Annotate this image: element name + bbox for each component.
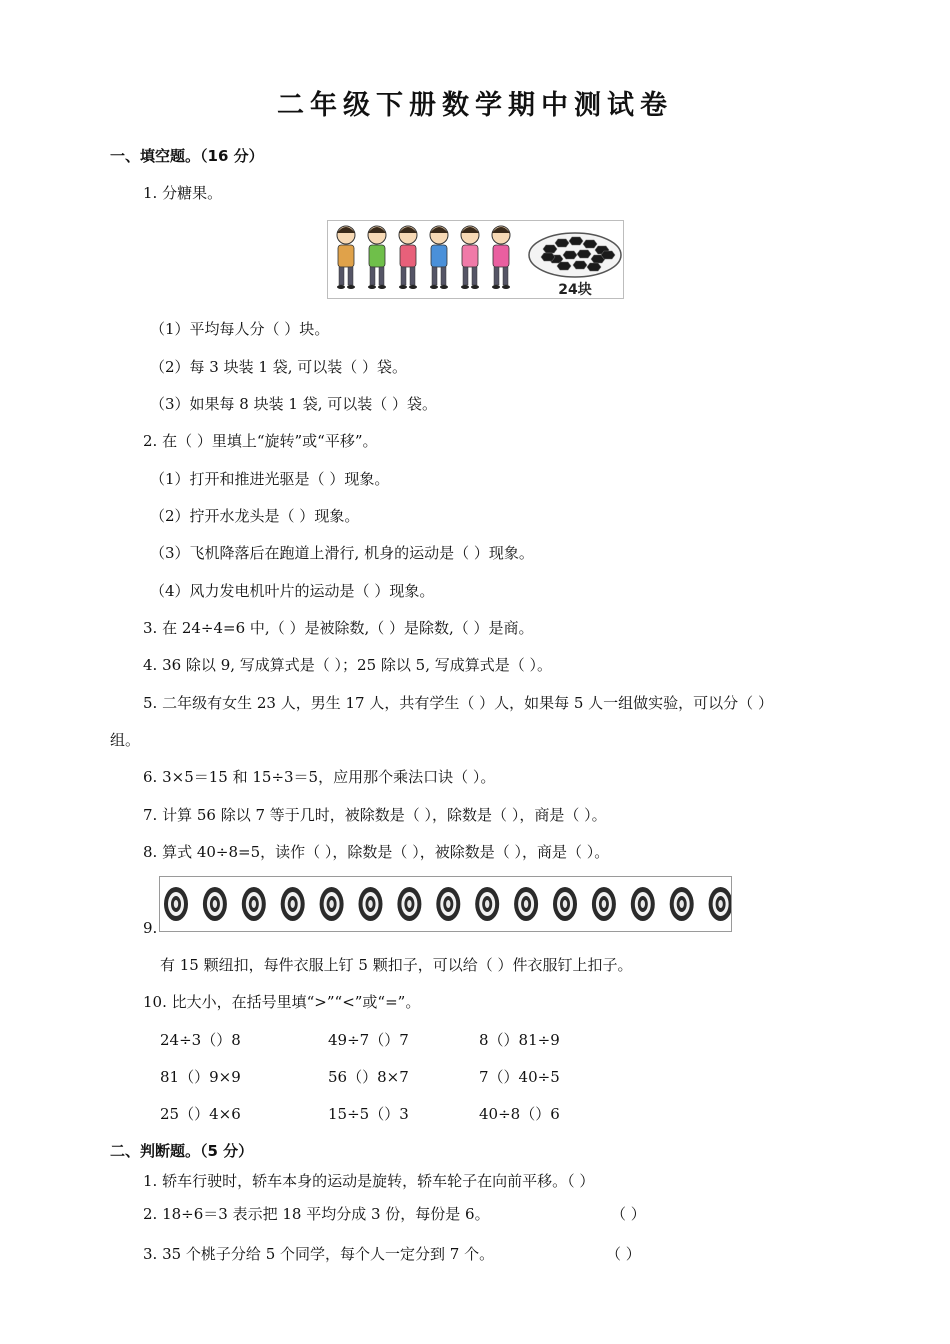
candy — [541, 253, 555, 261]
child-figure — [368, 226, 386, 289]
question-9: 有 15 颗纽扣，每件衣服上钉 5 颗扣子，可以给（ ）件衣服钉上扣子。 — [160, 956, 633, 974]
button-item — [631, 887, 655, 921]
question-1-part-2: （2）每 3 块装 1 袋, 可以装（ ）袋。 — [150, 358, 408, 376]
button-item — [592, 887, 616, 921]
question-5-line-1: 5. 二年级有女生 23 人，男生 17 人，共有学生（ ）人，如果每 5 人一组做实验，可以分（ ） — [143, 694, 773, 712]
button-item — [164, 887, 188, 921]
question-2-part-1: （1）打开和推进光驱是（ ）现象。 — [150, 470, 390, 488]
candy — [587, 263, 601, 271]
candy — [573, 261, 587, 269]
compare-item: 81（）9×9 — [160, 1068, 241, 1086]
button-item — [397, 887, 421, 921]
judge-question-2: 2. 18÷6＝3 表示把 18 平均分成 3 份，每份是 6。 — [143, 1205, 490, 1223]
judge-question-1: 1. 轿车行驶时，轿车本身的运动是旋转，轿车轮子在向前平移。（ ） — [143, 1172, 595, 1190]
child-figure — [492, 226, 510, 289]
question-4: 4. 36 除以 9, 写成算式是（ ）；25 除以 5, 写成算式是（ ）。 — [143, 656, 553, 674]
question-5-line-2: 组。 — [110, 731, 141, 749]
compare-item: 40÷8（）6 — [479, 1105, 560, 1123]
question-1: 1. 分糖果。 — [143, 184, 223, 202]
button-item — [281, 887, 305, 921]
child-figure — [461, 226, 479, 289]
button-item — [553, 887, 577, 921]
question-10: 10. 比大小，在括号里填“>”“<”或“=”。 — [143, 993, 421, 1011]
button-item — [436, 887, 460, 921]
compare-item: 25（）4×6 — [160, 1105, 241, 1123]
compare-item: 49÷7（）7 — [328, 1031, 409, 1049]
question-7: 7. 计算 56 除以 7 等于几时，被除数是（ ），除数是（ ），商是（ ）。 — [143, 806, 607, 824]
question-1-part-1: （1）平均每人分（ ）块。 — [150, 320, 330, 338]
compare-item: 24÷3（）8 — [160, 1031, 241, 1049]
button-item — [203, 887, 227, 921]
candy-figure — [327, 220, 624, 299]
child-figure — [430, 226, 448, 289]
section-heading-judge: 二、判断题。（5 分） — [110, 1142, 254, 1160]
judge-answer-paren: （ ） — [611, 1205, 646, 1223]
question-2: 2. 在（ ）里填上“旋转”或“平移”。 — [143, 432, 378, 450]
buttons-figure — [159, 876, 732, 932]
compare-item: 8（）81÷9 — [479, 1031, 560, 1049]
fifteen-buttons-illustration — [160, 877, 731, 931]
question-2-part-3: （3）飞机降落后在跑道上滑行, 机身的运动是（ ）现象。 — [150, 544, 534, 562]
compare-item: 15÷5（）3 — [328, 1105, 409, 1123]
question-8: 8. 算式 40÷8=5，读作（ ），除数是（ ），被除数是（ ），商是（ ）。 — [143, 843, 610, 861]
section-heading-fill: 一、填空题。（16 分） — [110, 147, 264, 165]
question-2-part-2: （2）拧开水龙头是（ ）现象。 — [150, 507, 360, 525]
child-figure — [399, 226, 417, 289]
candy — [555, 239, 569, 247]
child-figure — [337, 226, 355, 289]
judge-question-3: 3. 35 个桃子分给 5 个同学，每个人一定分到 7 个。 — [143, 1245, 495, 1263]
candy — [557, 262, 571, 270]
judge-answer-paren: （ ） — [606, 1245, 641, 1263]
question-2-part-4: （4）风力发电机叶片的运动是（ ）现象。 — [150, 582, 435, 600]
candy — [569, 237, 583, 245]
button-item — [670, 887, 694, 921]
button-item — [475, 887, 499, 921]
question-6: 6. 3×5＝15 和 15÷3＝5，应用那个乘法口诀（ ）。 — [143, 768, 496, 786]
compare-item: 56（）8×7 — [328, 1068, 409, 1086]
button-item — [514, 887, 538, 921]
candy — [563, 251, 577, 259]
question-9-number: 9. — [143, 919, 158, 937]
button-item — [320, 887, 344, 921]
children-and-candy-illustration — [328, 221, 623, 298]
candy — [583, 240, 597, 248]
candy — [543, 245, 557, 253]
page-title: 二年级下册数学期中测试卷 — [277, 90, 673, 121]
plate-label: 24块 — [558, 282, 592, 298]
question-1-part-3: （3）如果每 8 块装 1 袋, 可以装（ ）袋。 — [150, 395, 438, 413]
candy — [577, 250, 591, 258]
compare-item: 7（）40÷5 — [479, 1068, 560, 1086]
button-item — [709, 887, 731, 921]
button-item — [242, 887, 266, 921]
button-item — [359, 887, 383, 921]
candy — [601, 251, 615, 259]
question-3: 3. 在 24÷4=6 中,（ ）是被除数,（ ）是除数,（ ）是商。 — [143, 619, 534, 637]
